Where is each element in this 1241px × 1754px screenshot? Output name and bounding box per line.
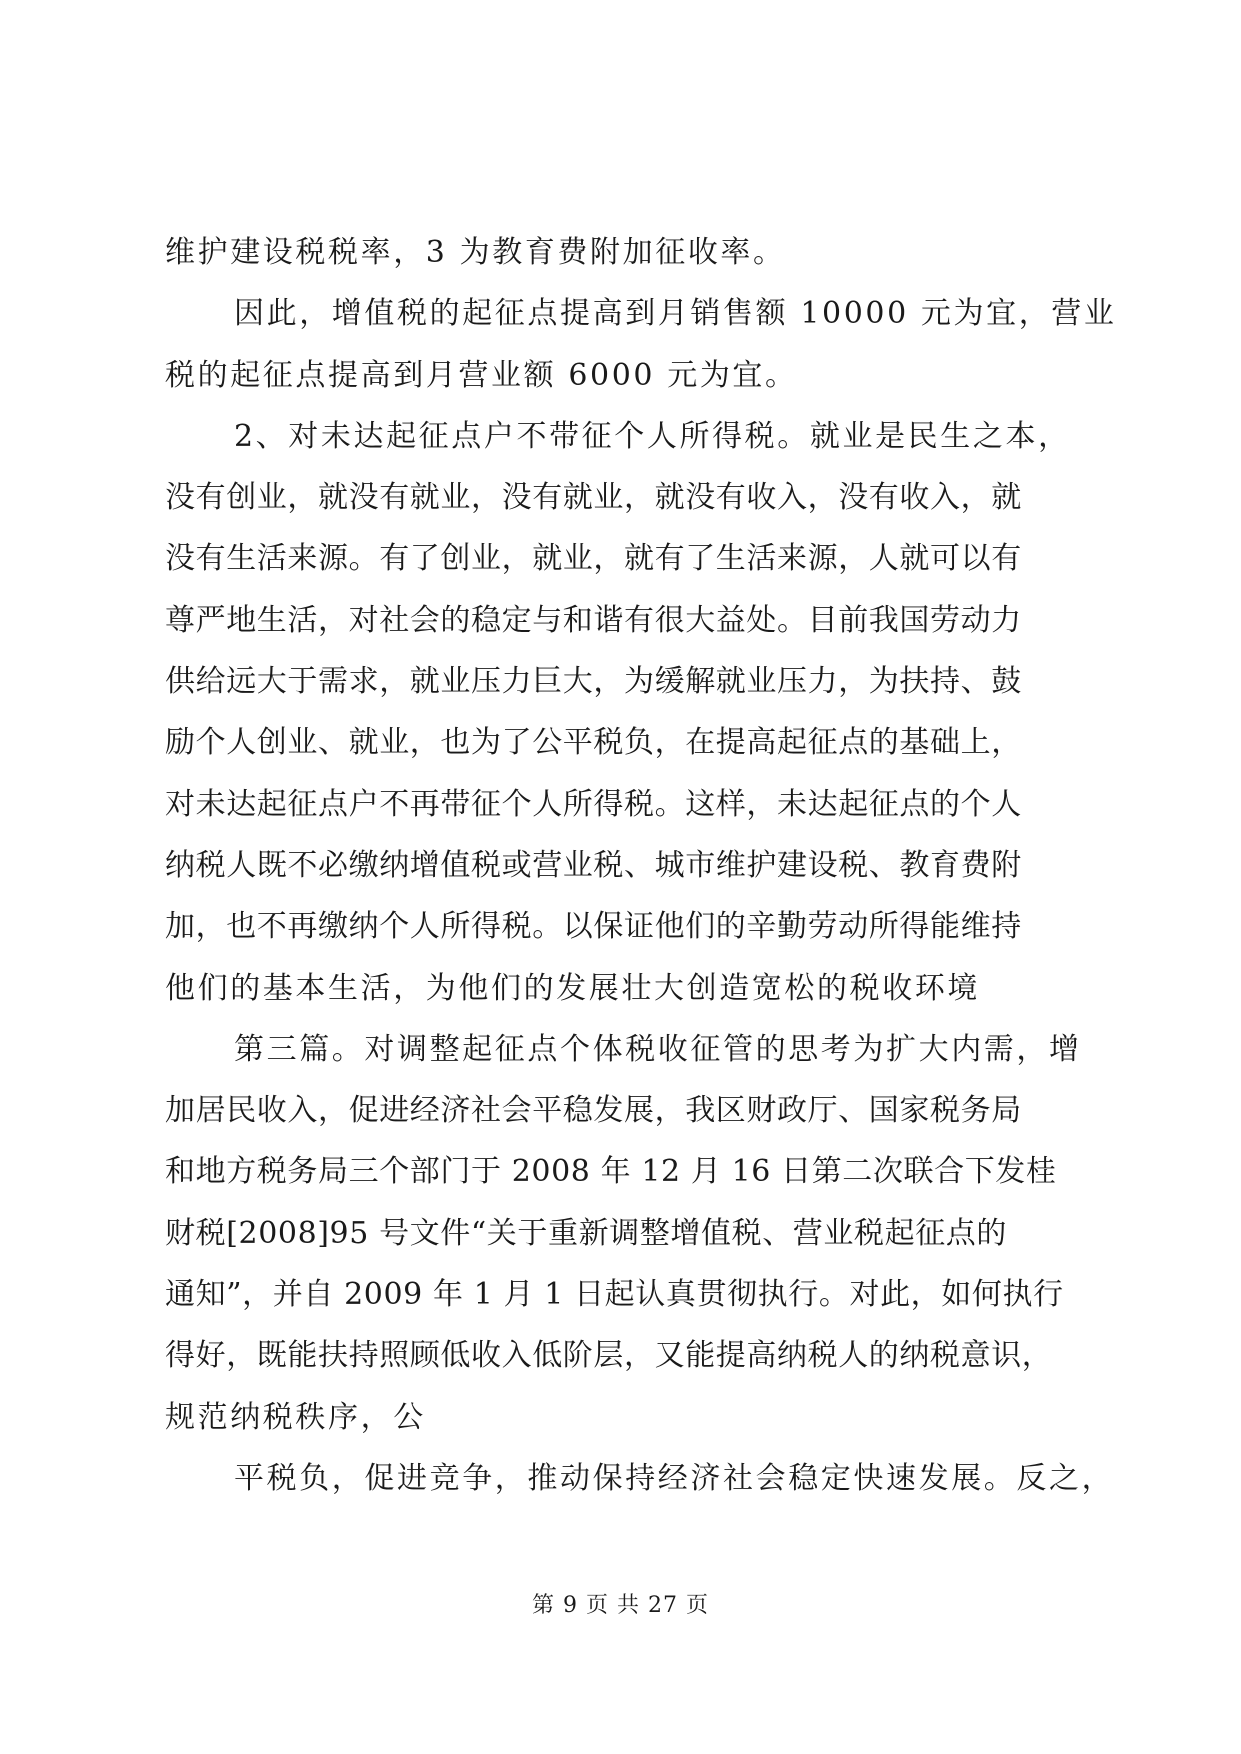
text-line: 对未达起征点户不再带征个人所得税。这样，未达起征点的个人 — [165, 786, 1022, 822]
text-line: 2、对未达起征点户不带征个人所得税。就业是民生之本， — [234, 418, 1071, 454]
text-line: 维护建设税税率，3 为教育费附加征收率。 — [165, 235, 786, 270]
text-line: 纳税人既不必缴纳增值税或营业税、城市维护建设税、教育费附 — [165, 847, 1022, 883]
text-line: 通知”，并自 2009 年 1 月 1 日起认真贯彻执行。对此，如何执行 — [165, 1277, 1064, 1313]
text-line: 供给远大于需求，就业压力巨大，为缓解就业压力，为扶持、鼓 — [165, 664, 1022, 700]
text-line: 励个人创业、就业，也为了公平税负，在提高起征点的基础上， — [165, 725, 1022, 761]
text-line: 税的起征点提高到月营业额 6000 元为宜。 — [165, 357, 798, 393]
text-line: 加，也不再缴纳个人所得税。以保证他们的辛勤劳动所得能维持 — [165, 909, 1022, 945]
text-line: 因此，增值税的起征点提高到月销售额 10000 元为宜，营业 — [234, 296, 1117, 332]
text-line: 规范纳税秩序，公 — [165, 1399, 426, 1435]
page-number-footer: 第 9 页 共 27 页 — [532, 1593, 709, 1618]
document-body — [165, 222, 1117, 1509]
text-line: 尊严地生活，对社会的稳定与和谐有很大益处。目前我国劳动力 — [165, 602, 1022, 638]
text-line: 没有生活来源。有了创业，就业，就有了生活来源，人就可以有 — [165, 541, 1022, 577]
text-line: 他们的基本生活，为他们的发展壮大创造宽松的税收环境 — [165, 970, 980, 1006]
text-line: 没有创业，就没有就业，没有就业，就没有收入，没有收入，就 — [165, 480, 1022, 516]
text-line: 得好，既能扶持照顾低收入低阶层，又能提高纳税人的纳税意识， — [165, 1338, 1053, 1374]
text-line: 平税负，促进竞争，推动保持经济社会稳定快速发展。反之， — [234, 1460, 1115, 1496]
text-line: 和地方税务局三个部门于 2008 年 12 月 16 日第二次联合下发桂 — [165, 1154, 1057, 1190]
text-line: 加居民收入，促进经济社会平稳发展，我区财政厅、国家税务局 — [165, 1093, 1022, 1129]
text-line: 第三篇。对调整起征点个体税收征管的思考为扩大内需，增 — [234, 1031, 1082, 1067]
text-line: 财税[2008]95 号文件“关于重新调整增值税、营业税起征点的 — [165, 1215, 1008, 1251]
